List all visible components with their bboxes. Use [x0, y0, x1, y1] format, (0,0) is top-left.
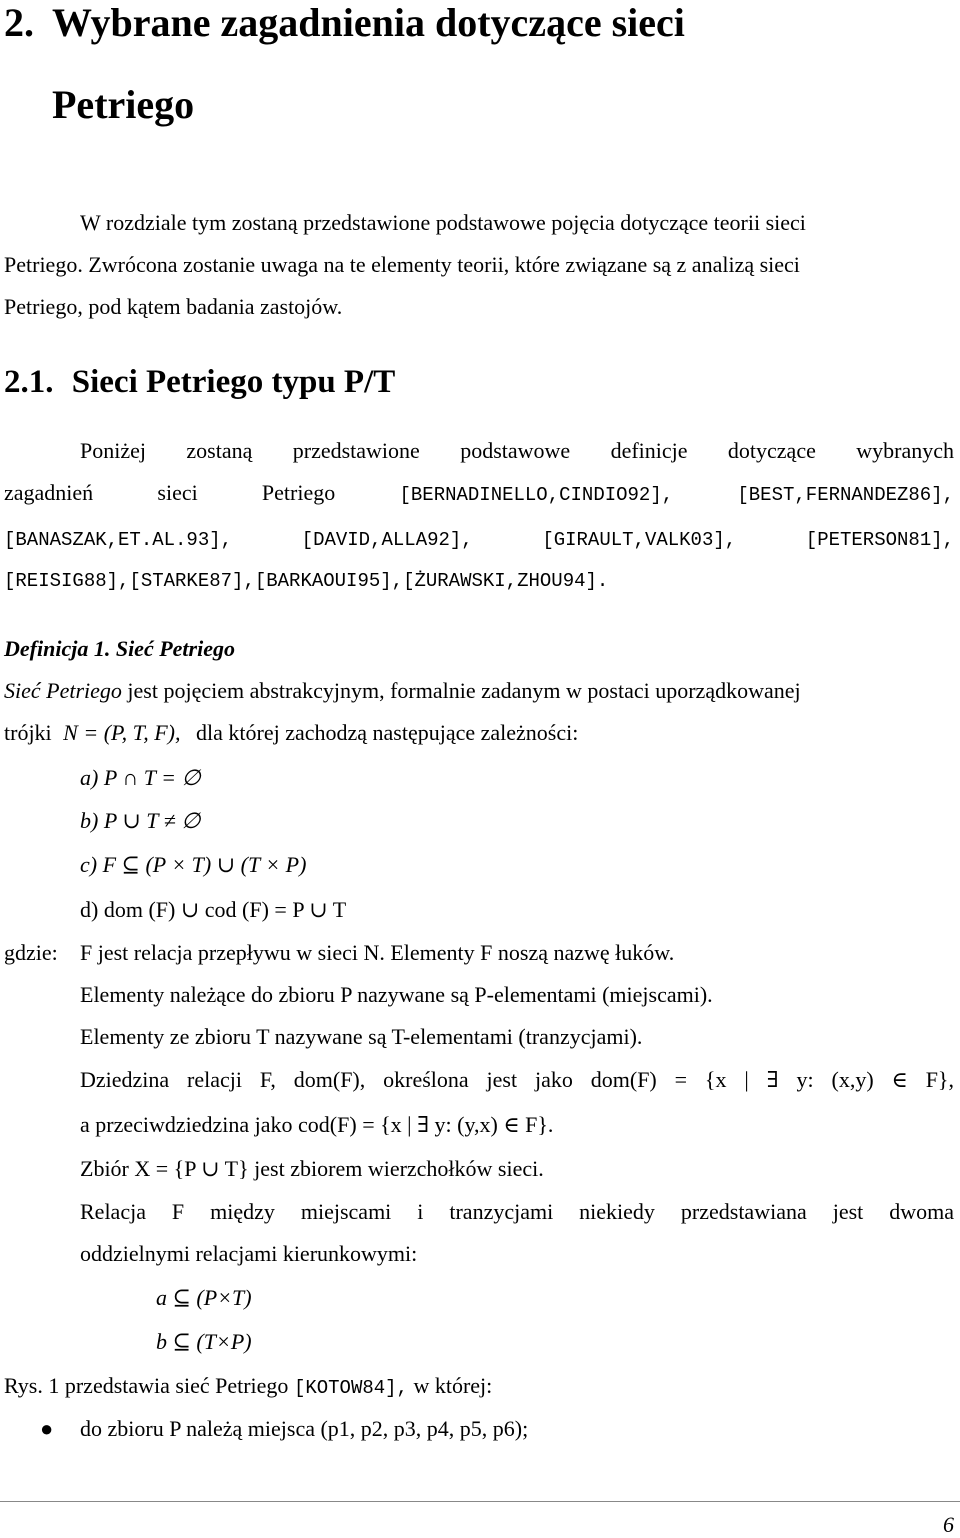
citation: [BERNADINELLO,CINDIO92],: [399, 484, 674, 506]
definition-line-1: Sieć Petriego jest pojęciem abstrakcyjnym, formalnie zadanym w postaci uporządkowanej: [4, 678, 801, 703]
section-number: 2.1.: [4, 364, 54, 400]
where-line-5: a przeciwdziedzina jako cod(F) = {x | ∃ y: (y,x) ∈ F}.: [80, 1112, 554, 1137]
relation-b: b ⊆ (T×P): [156, 1329, 252, 1354]
condition-c: c) F ⊆ (P × T) ∪ (T × P): [80, 852, 307, 877]
citation: [BEST,FERNANDEZ86],: [737, 484, 955, 506]
condition-a: a) P ∩ T = ∅: [80, 765, 201, 790]
where-line-2: Elementy należące do zbioru P nazywane są P-elementami (miejscami).: [80, 982, 713, 1007]
page-number: 6: [943, 1512, 954, 1537]
definition-name: Sieć Petriego: [115, 636, 235, 661]
intro-line-2: Petriego. Zwrócona zostanie uwaga na te elementy teorii, które związane są z analizą sieci: [4, 252, 800, 277]
section-heading: [4, 362, 395, 402]
definition-line-2: trójki N = (P, T, F), dla której zachodzą następujące zależności:: [4, 720, 579, 745]
bullet-item-1: do zbioru P należą miejsca (p1, p2, p3, p4, p5, p6);: [80, 1416, 529, 1441]
where-line-3: Elementy ze zbioru T nazywane są T-elementami (tranzycjami).: [80, 1024, 643, 1049]
where-line-6: Zbiór X = {P ∪ T} jest zbiorem wierzchołków sieci.: [80, 1156, 544, 1181]
condition-d: d) dom (F) ∪ cod (F) = P ∪ T: [80, 897, 347, 922]
chapter-title-line2: Petriego: [52, 82, 195, 127]
where-line-4: Dziedzina relacji F, dom(F), określona jest jako dom(F) = {x | ∃ y: (x,y) ∈ F},: [80, 1067, 954, 1092]
footer-divider: [0, 1501, 960, 1502]
intro-line-1: W rozdziale tym zostaną przedstawione podstawowe pojęcia dotyczące teorii sieci: [80, 210, 806, 235]
citation: [BANASZAK,ET.AL.93],: [4, 529, 233, 551]
condition-b: b) P ∪ T ≠ ∅: [80, 808, 201, 833]
where-line-8: oddzielnymi relacjami kierunkowymi:: [80, 1241, 418, 1266]
relation-a: a ⊆ (P×T): [156, 1285, 252, 1310]
citation: [DAVID,ALLA92],: [301, 529, 473, 551]
citation: [PETERSON81],: [805, 529, 955, 551]
section-intro-line-1: Poniżej zostaną przedstawione podstawowe definicje dotyczące wybranych: [80, 438, 954, 463]
definition-label: Definicja 1.: [4, 636, 111, 661]
chapter-number: 2.: [4, 0, 34, 45]
where-line-7: Relacja F między miejscami i tranzycjami niekiedy przedstawiana jest dwoma: [80, 1199, 954, 1224]
where-lead: gdzie:: [4, 940, 58, 965]
section-title: Sieci Petriego typu P/T: [71, 364, 396, 400]
where-line-1: F jest relacja przepływu w sieci N. Elementy F noszą nazwę łuków.: [80, 940, 675, 965]
section-intro-line-4: [REISIG88],[STARKE87],[BARKAOUI95],[ŻURAWSKI,ZHOU94].: [4, 570, 609, 592]
section-intro-line-3: [4, 523, 954, 555]
section-intro-line-2: zagadnień sieci Petriego [BERNADINELLO,CINDIO92], [BEST,FERNANDEZ86],: [4, 480, 955, 506]
definition-heading: [4, 634, 235, 664]
bullet-icon: ●: [40, 1416, 54, 1441]
citation: [GIRAULT,VALK03],: [542, 529, 737, 551]
chapter-heading: [4, 0, 685, 46]
figure-intro: Rys. 1 przedstawia sieć Petriego [KOTOW84], w której:: [4, 1373, 493, 1399]
chapter-title-line1: Wybrane zagadnienia dotyczące sieci: [52, 0, 685, 45]
intro-line-3: Petriego, pod kątem badania zastojów.: [4, 294, 343, 319]
citation: [KOTOW84],: [293, 1377, 408, 1399]
